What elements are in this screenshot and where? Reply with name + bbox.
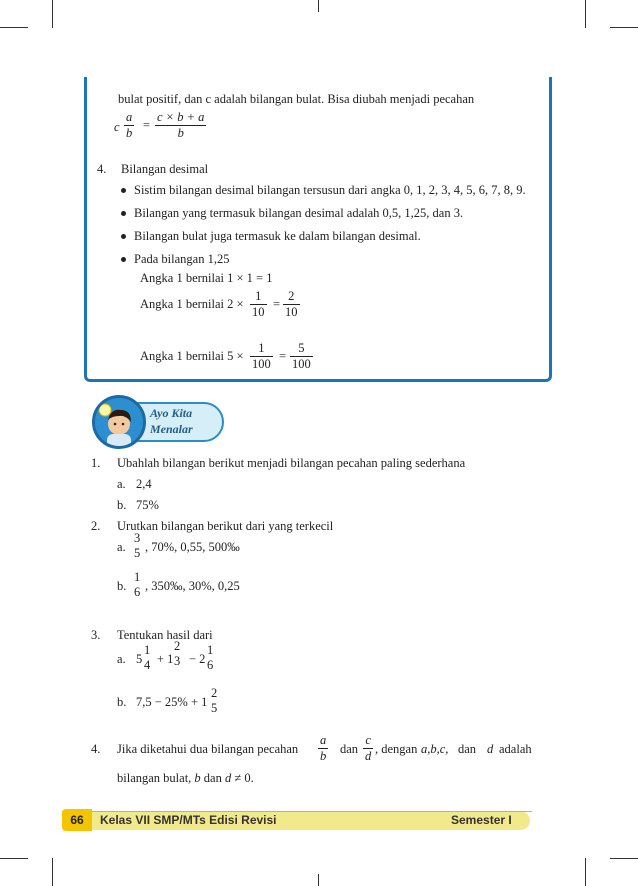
q4-line2-b: b <box>194 771 201 785</box>
digit-line-2-equals: = <box>273 297 281 311</box>
q4-line2-e: ≠ 0. <box>234 771 254 785</box>
q4-text-7: adalah <box>499 742 532 756</box>
q2b-label: b. <box>117 579 127 593</box>
digit-line-3-fraction-1 <box>250 341 273 372</box>
q4-fraction-cd <box>363 733 373 764</box>
l2-f2-num: 2 <box>288 289 295 303</box>
q2a-fraction <box>132 531 142 561</box>
q2b-fraction <box>132 570 142 600</box>
q3a-n1: 1 <box>144 643 151 657</box>
bullet-dot-4 <box>121 257 126 262</box>
q3a-d3: 6 <box>207 658 214 672</box>
digit-line-3-text: Angka 1 bernilai 5 × <box>140 349 244 363</box>
q2-number: 2. <box>91 519 101 533</box>
l3-f2-num: 5 <box>298 341 305 355</box>
q4-text-1: Jika diketahui dua bilangan pecahan <box>117 742 299 756</box>
q3a-fraction-1 <box>142 643 152 673</box>
badge-line-1: Ayo Kita <box>150 406 193 420</box>
thinking-student-icon <box>92 395 146 449</box>
bullet-text-1: Sistim bilangan desimal bilangan tersusun dari angka 0, 1, 2, 3, 4, 5, 6, 7, 8, 9. <box>134 183 526 197</box>
q3a-d1: 4 <box>144 658 151 672</box>
q3a-label: a. <box>117 652 126 666</box>
q2b-den: 6 <box>134 585 141 599</box>
q4-text-2: dan <box>340 742 359 756</box>
q3b-fraction <box>209 686 219 716</box>
digit-line-1: Angka 1 bernilai 1 × 1 = 1 <box>140 271 273 285</box>
crop-mark-bottom-right-v <box>585 858 586 886</box>
q4-line2 <box>117 770 254 786</box>
formula-fraction-2 <box>155 110 206 141</box>
q3-text: Tentukan hasil dari <box>117 628 213 642</box>
q2b-num: 1 <box>134 570 141 584</box>
digit-line-3-fraction-2 <box>290 341 313 372</box>
formula-fraction-1 <box>124 110 134 141</box>
q3a-n3: 1 <box>207 643 214 657</box>
digit-line-2-text: Angka 1 bernilai 2 × <box>140 297 244 311</box>
l3-f2-den: 100 <box>292 357 311 371</box>
digit-line-3-equals: = <box>279 349 287 363</box>
q4-line2-a: bilangan bulat, <box>117 771 192 785</box>
footer-semester: Semester I <box>451 813 512 827</box>
bullet-text-3: Bilangan bulat juga termasuk ke dalam bilangan desimal. <box>134 229 421 243</box>
q3-number: 3. <box>91 628 101 642</box>
q3b-text: 7,5 − 25% + 1 <box>136 695 208 709</box>
q4-line2-c: dan <box>203 771 222 785</box>
q1b-label: b. <box>117 498 127 512</box>
l2-f1-num: 1 <box>255 289 262 303</box>
l3-f1-den: 100 <box>252 357 271 371</box>
box-intro-line: bulat positif, dan c adalah bilangan bulat. Bisa diubah menjadi pecahan <box>118 92 475 106</box>
q4-f1-num: a <box>320 733 327 747</box>
q2a-num: 3 <box>134 531 141 545</box>
formula-f2-den: b <box>155 125 206 141</box>
crop-mark-top-left-v <box>52 0 53 28</box>
q3a-op-2: − 2 <box>189 652 206 666</box>
q2a-rest: , 70%, 0,55, 500‰ <box>145 540 240 554</box>
item4-number: 4. <box>97 162 107 176</box>
bullet-text-2: Bilangan yang termasuk bilangan desimal adalah 0,5, 1,25, dan 3. <box>134 206 464 220</box>
page-number: 66 <box>62 809 92 831</box>
q3b-den: 5 <box>211 701 218 715</box>
bullet-dot-1 <box>121 188 126 193</box>
badge-line-2: Menalar <box>150 422 193 436</box>
digit-line-2-fraction-2 <box>283 289 300 320</box>
crop-mark-bottom-right-h <box>610 858 638 859</box>
q1-number: 1. <box>91 456 101 470</box>
q2b-rest: , 350‰, 30%, 0,25 <box>145 579 240 593</box>
l3-f1-num: 1 <box>258 341 265 355</box>
q3b-label: b. <box>117 695 127 709</box>
student-illustration <box>95 398 143 446</box>
q4-text-3: , dengan <box>375 742 418 756</box>
crop-mark-top-center <box>318 0 319 12</box>
q3a-fraction-2 <box>172 639 182 669</box>
q1b-text: 75% <box>136 498 159 512</box>
crop-mark-bottom-left-v <box>52 858 53 886</box>
bullet-dot-3 <box>121 234 126 239</box>
footer-book-title: Kelas VII SMP/MTs Edisi Revisi <box>100 813 277 827</box>
crop-mark-top-left-h <box>0 27 28 28</box>
q3a-op-1: + 1 <box>157 652 174 666</box>
formula-f1-num: a <box>126 110 133 124</box>
q4-line2-d: d <box>224 771 232 785</box>
q1a-text: 2,4 <box>136 477 152 491</box>
q4-number: 4. <box>91 742 101 756</box>
q4-text-5: dan <box>458 742 477 756</box>
q4-text-4: a,b,c, <box>421 742 449 756</box>
crop-mark-top-right-v <box>585 0 586 28</box>
q4-text-6: d <box>487 742 494 756</box>
q3a-fraction-3 <box>205 643 215 673</box>
formula-f1-den: b <box>126 126 133 140</box>
q3b-num: 2 <box>211 686 218 700</box>
crop-mark-top-right-h <box>610 27 638 28</box>
q2-text: Urutkan bilangan berikut dari yang terkecil <box>117 519 334 533</box>
formula-f2-num: c × b + a <box>157 110 205 124</box>
q4-f2-num: c <box>365 733 371 747</box>
q3a-d2: 3 <box>174 654 181 668</box>
q1a-label: a. <box>117 477 126 491</box>
crop-mark-bottom-left-h <box>0 858 28 859</box>
crop-mark-bottom-center <box>318 874 319 886</box>
formula-equals: = <box>143 118 151 132</box>
bullet-dot-2 <box>121 211 126 216</box>
q2a-label: a. <box>117 540 126 554</box>
q3a-whole-1: 5 <box>136 652 143 666</box>
l2-f2-den: 10 <box>285 305 298 319</box>
bullet-text-4: Pada bilangan 1,25 <box>134 252 230 266</box>
item4-title: Bilangan desimal <box>121 162 209 176</box>
q3a-n2: 2 <box>174 639 181 653</box>
q4-f2-den: d <box>365 749 372 763</box>
formula-lead: c <box>114 120 120 134</box>
q4-fraction-ab <box>318 733 328 764</box>
q2a-den: 5 <box>134 546 141 560</box>
l2-f1-den: 10 <box>252 305 265 319</box>
q1-text: Ubahlah bilangan berikut menjadi bilangan pecahan paling sederhana <box>117 456 466 470</box>
digit-line-2-fraction-1 <box>250 289 267 320</box>
q4-f1-den: b <box>320 749 327 763</box>
